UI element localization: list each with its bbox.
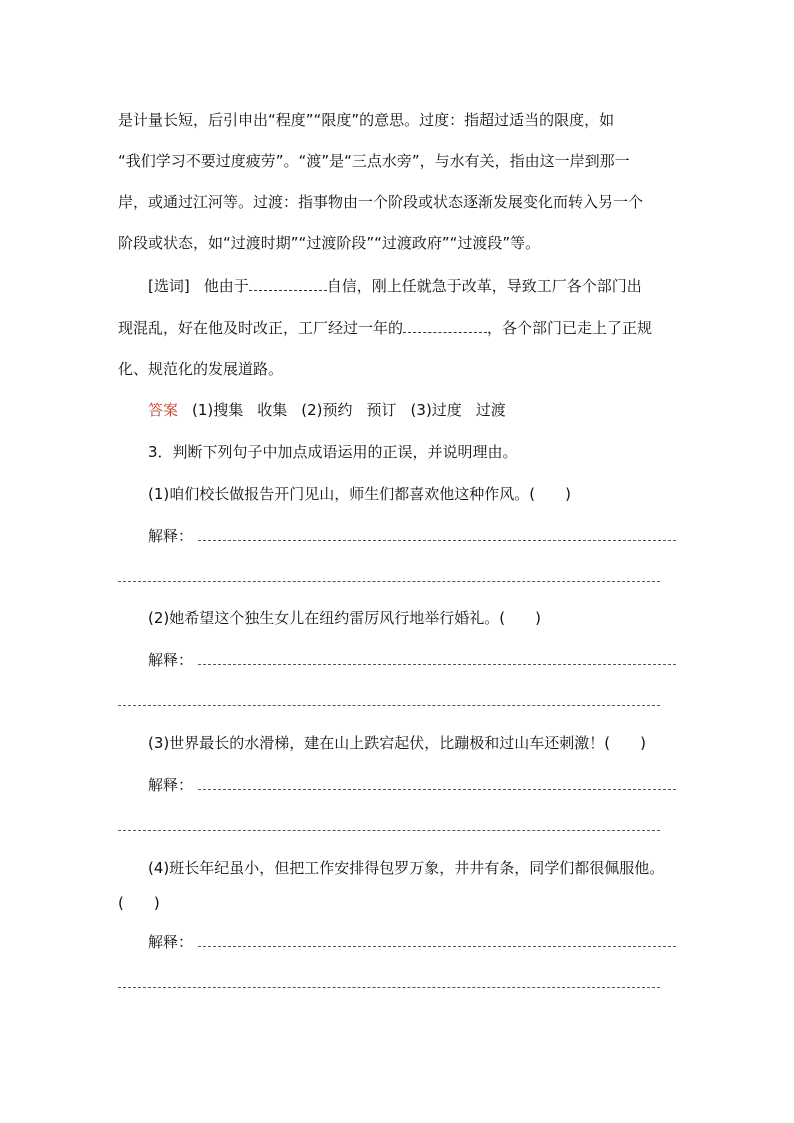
question-item-4: (4)班长年纪虽小，但把工作安排得包罗万象，井井有条，同学们都很佩服他。: [148, 859, 665, 877]
choose-line-3: 化、规范化的发展道路。: [118, 360, 284, 378]
explanation-line-4: 阶段或状态，如“过渡时期”“过渡阶段”“过渡政府”“过渡段”等。: [118, 234, 541, 252]
choose-line-1: [148, 276, 642, 296]
answer-blank-3b[interactable]: [118, 830, 660, 831]
choose-part-1: 他由于: [203, 277, 249, 295]
answer-blank-1a[interactable]: [198, 540, 676, 541]
answer-item: (1)搜集: [192, 401, 244, 419]
answer-blank-1b[interactable]: [118, 581, 660, 582]
answer-label: 答案: [148, 401, 179, 419]
answer-blank-2a[interactable]: [198, 664, 676, 665]
answer-item: (3)过度: [410, 401, 462, 419]
question-3-title: 3．判断下列句子中加点成语运用的正误，并说明理由。: [148, 443, 518, 461]
choose-line-2a: 现混乱，好在他及时改正，工厂经过一年的: [118, 319, 404, 337]
question-item-2: (2)她希望这个独生女儿在纽约雷厉风行地举行婚礼。( ): [148, 609, 541, 627]
explanation-line-2: “我们学习不要过度疲劳”。“渡”是“三点水旁”，与水有关，指由这一岸到那一: [118, 152, 630, 170]
answer-item: 预订: [366, 401, 397, 419]
choose-blank-2[interactable]: [403, 318, 487, 333]
explanation-line-1: 是计量长短，后引申出“程度”“限度”的意思。过度：指超过适当的限度，如: [118, 111, 615, 129]
answer-blank-4b[interactable]: [118, 987, 660, 988]
answer-blank-2b[interactable]: [118, 705, 660, 706]
answer-blank-3a[interactable]: [198, 789, 676, 790]
answer-item: 收集: [257, 401, 288, 419]
explain-label-3: 解释：: [148, 776, 194, 794]
explain-label-4: 解释：: [148, 933, 194, 951]
choose-tag: [选词]: [148, 277, 190, 295]
choose-blank-1[interactable]: [249, 276, 327, 291]
choose-line-2b: ，各个部门已走上了正规: [487, 319, 653, 337]
choose-part-2: 自信，刚上任就急于改革，导致工厂各个部门出: [326, 277, 642, 295]
explain-label-1: 解释：: [148, 527, 194, 545]
explain-label-2: 解释：: [148, 651, 194, 669]
answer-blank-4a[interactable]: [198, 946, 676, 947]
question-item-3: (3)世界最长的水滑梯，建在山上跌宕起伏，比蹦极和过山车还刺激！( ): [148, 734, 646, 752]
question-item-1: (1)咱们校长做报告开门见山，师生们都喜欢他这种作风。( ): [148, 485, 571, 503]
answer-item: 过渡: [475, 401, 506, 419]
explanation-line-3: 岸，或通过江河等。过渡：指事物由一个阶段或状态逐渐发展变化而转入另一个: [118, 193, 644, 211]
question-item-4-paren: ( ): [118, 894, 160, 912]
answer-line: [148, 400, 506, 420]
answer-item: (2)预约: [301, 401, 353, 419]
choose-line-2: [118, 318, 652, 338]
